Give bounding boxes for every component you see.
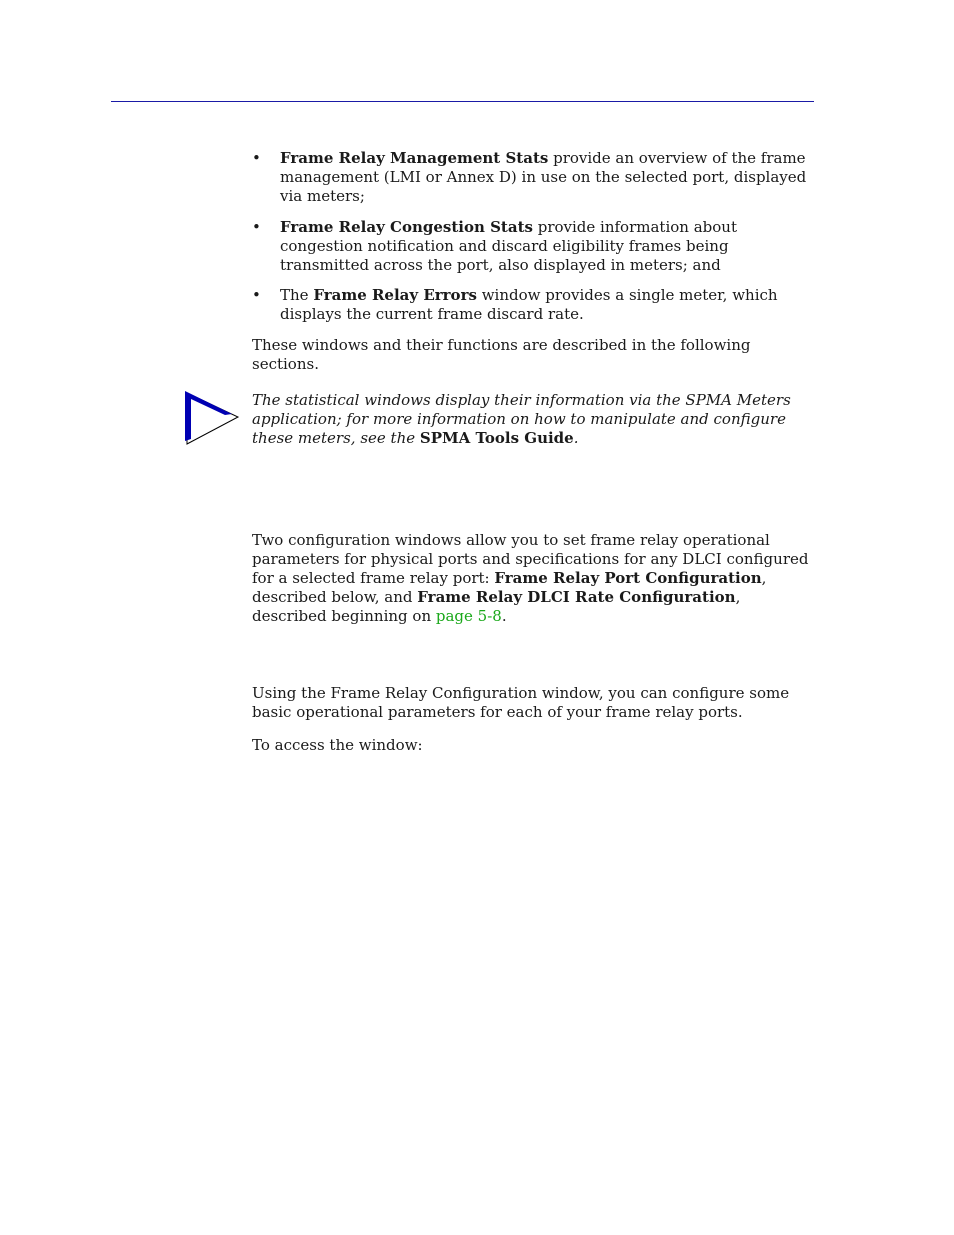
header-rule xyxy=(111,101,814,102)
bullet-symbol: • xyxy=(252,286,261,304)
using-paragraph: Using the Frame Relay Configuration window, you can configure some basic operational parameters for each of your frame relay ports. xyxy=(252,684,790,721)
access-paragraph: To access the window: xyxy=(252,736,423,754)
note-guide-title: SPMA Tools Guide xyxy=(419,429,574,447)
bullet-term: Frame Relay Management Stats xyxy=(280,149,549,167)
note-triangle-icon xyxy=(184,390,242,448)
bullet-symbol: • xyxy=(252,218,261,236)
port-config-term: Frame Relay Port Configuration xyxy=(494,569,762,587)
bullet-lead: The xyxy=(280,286,314,304)
bullet-text: window provides a single meter, which displays the current frame discard rate. xyxy=(280,286,778,323)
page-link[interactable]: page 5-8 xyxy=(435,607,502,625)
config-paragraph: Two configuration windows allow you to set frame relay operational parameters for physical ports and specifications for any DLCI configured for a selected frame relay port: Frame Relay Port Configuration, described below, and Frame Relay DLCI Rate Configuration, described beginning on page 5-8. xyxy=(252,531,809,625)
bullet-term: Frame Relay Congestion Stats xyxy=(280,218,533,236)
bullet-symbol: • xyxy=(252,149,261,167)
bullet-text: provide information about congestion notification and discard eligibility frames being transmitted across the port, also displayed in meters; and xyxy=(280,218,737,274)
bullet-text: provide an overview of the frame management (LMI or Annex D) in use on the selected port, displayed via meters; xyxy=(280,149,807,205)
note-text: The statistical windows display their information via the SPMA Meters application; for more information on how to manipulate and configure these meters, see the SPMA Tools Guide. xyxy=(252,391,791,447)
bullet-term: Frame Relay Errors xyxy=(313,286,477,304)
dlci-config-term: Frame Relay DLCI Rate Configuration xyxy=(417,588,736,606)
intro-paragraph: These windows and their functions are described in the following sections. xyxy=(252,336,751,373)
